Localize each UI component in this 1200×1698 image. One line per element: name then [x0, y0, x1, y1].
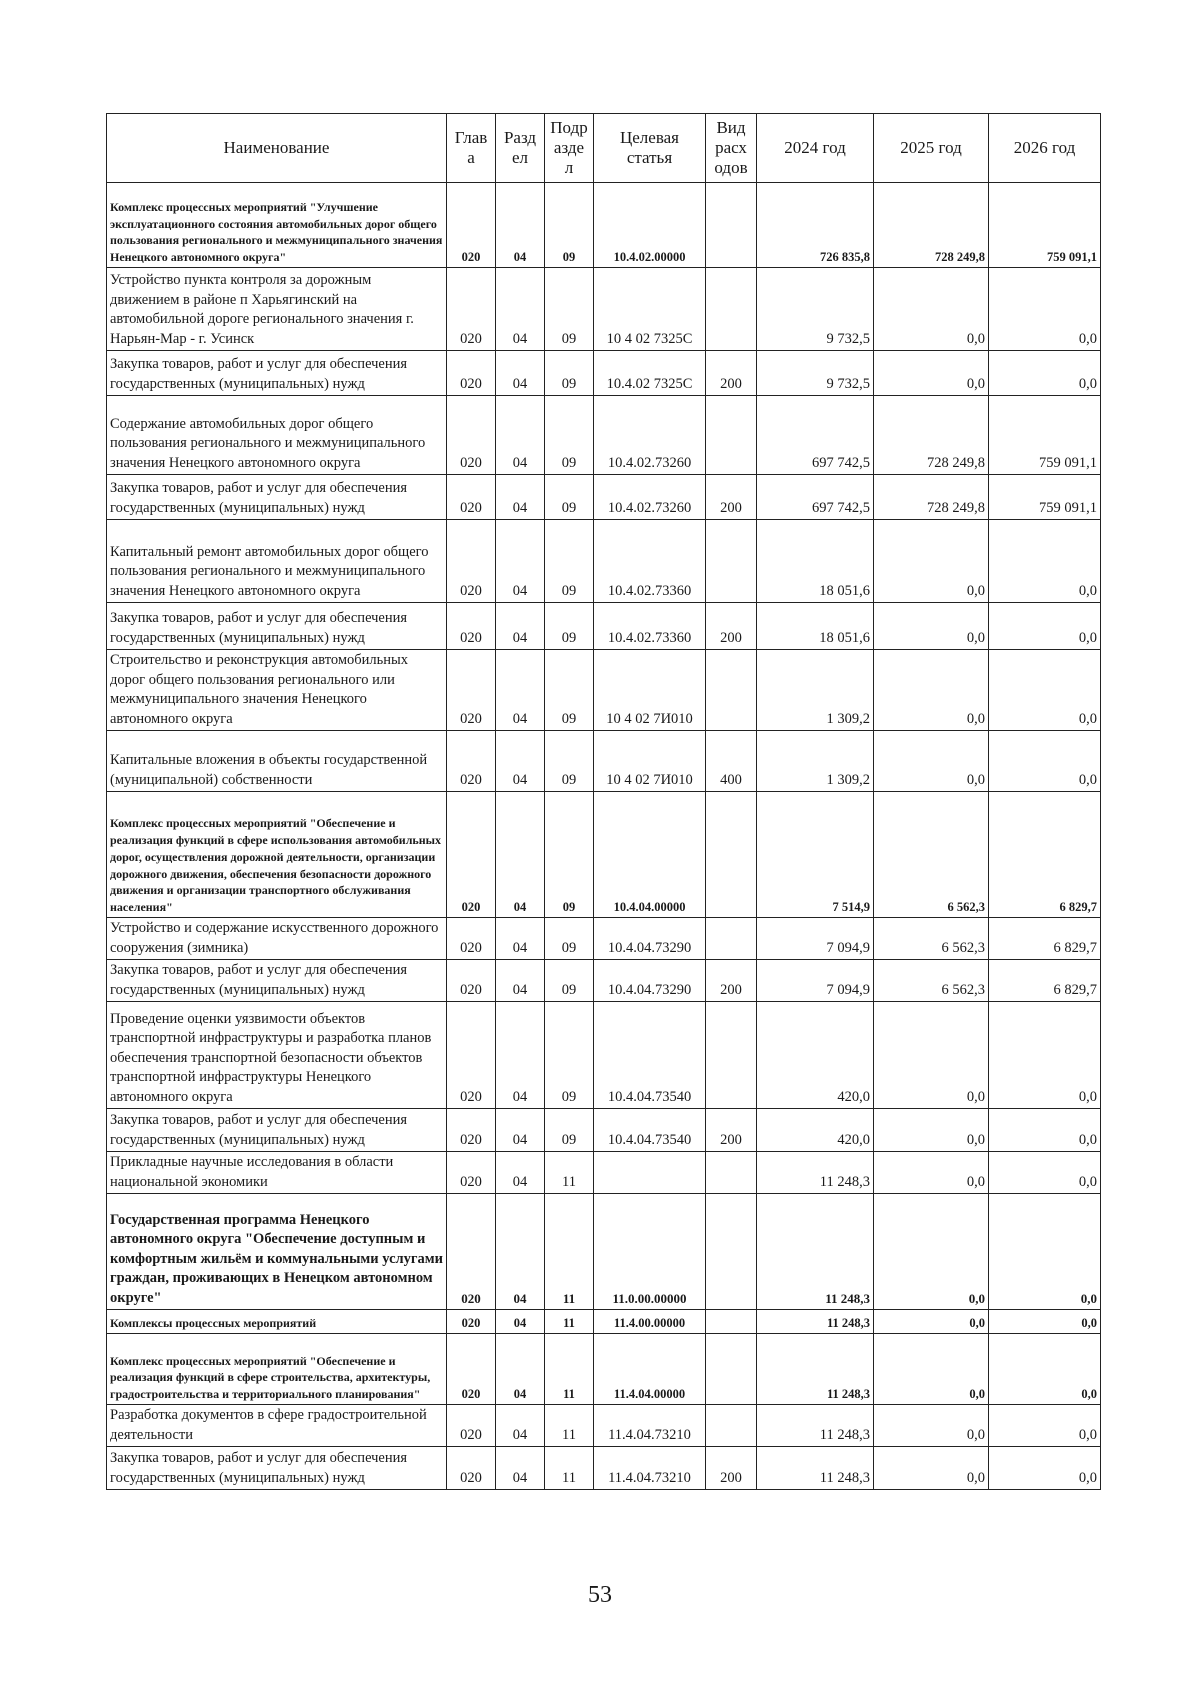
row-section: 04 — [496, 268, 545, 351]
header-row — [107, 114, 1101, 183]
row-amount-2024: 7 094,9 — [757, 918, 874, 960]
row-amount-2025: 0,0 — [874, 268, 989, 351]
row-target-article: 10.4.04.00000 — [594, 792, 706, 918]
row-expense-type: 200 — [706, 475, 757, 520]
row-chapter: 020 — [447, 1310, 496, 1334]
row-amount-2026: 6 829,7 — [989, 960, 1101, 1002]
row-expense-type — [706, 1405, 757, 1447]
row-expense-type: 200 — [706, 960, 757, 1002]
row-target-article: 10.4.02.00000 — [594, 183, 706, 268]
row-amount-2026: 0,0 — [989, 650, 1101, 731]
row-target-article: 10 4 02 7И010 — [594, 650, 706, 731]
row-subsection: 09 — [545, 351, 594, 396]
row-target-article: 10.4.04.73290 — [594, 918, 706, 960]
row-amount-2025: 0,0 — [874, 1002, 989, 1109]
row-amount-2025: 0,0 — [874, 1109, 989, 1152]
table-row — [107, 603, 1101, 650]
row-target-article: 10.4.04.73540 — [594, 1109, 706, 1152]
row-section: 04 — [496, 603, 545, 650]
row-amount-2024: 11 248,3 — [757, 1447, 874, 1490]
row-expense-type: 200 — [706, 1109, 757, 1152]
row-chapter: 020 — [447, 1405, 496, 1447]
row-amount-2024: 11 248,3 — [757, 1334, 874, 1405]
row-chapter: 020 — [447, 183, 496, 268]
table-row — [107, 475, 1101, 520]
row-subsection: 11 — [545, 1405, 594, 1447]
row-amount-2025: 728 249,8 — [874, 396, 989, 475]
row-expense-type — [706, 396, 757, 475]
table-row — [107, 268, 1101, 351]
row-subsection: 09 — [545, 731, 594, 792]
table-row — [107, 1002, 1101, 1109]
row-name: Государственная программа Ненецкого автономного округа "Обеспечение доступным и комфортным жильём и коммунальными услугами граждан, проживающих в Ненецком автономном округе" — [107, 1194, 447, 1310]
row-amount-2025: 0,0 — [874, 1310, 989, 1334]
row-section: 04 — [496, 792, 545, 918]
page-number: 53 — [588, 1582, 612, 1608]
row-target-article: 11.4.04.00000 — [594, 1334, 706, 1405]
header-expense-type: Вид расх одов — [706, 114, 757, 183]
row-name: Содержание автомобильных дорог общего пользования регионального и межмуниципального значения Ненецкого автономного округа — [107, 396, 447, 475]
row-expense-type: 200 — [706, 603, 757, 650]
row-chapter: 020 — [447, 1447, 496, 1490]
row-amount-2025: 0,0 — [874, 351, 989, 396]
row-amount-2024: 11 248,3 — [757, 1152, 874, 1194]
row-subsection: 09 — [545, 650, 594, 731]
row-amount-2024: 697 742,5 — [757, 396, 874, 475]
table-row — [107, 650, 1101, 731]
header-year-2025: 2025 год — [874, 114, 989, 183]
row-chapter: 020 — [447, 792, 496, 918]
row-name: Закупка товаров, работ и услуг для обеспечения государственных (муниципальных) нужд — [107, 603, 447, 650]
row-subsection: 09 — [545, 475, 594, 520]
table-row — [107, 1405, 1101, 1447]
row-name: Комплексы процессных мероприятий — [107, 1310, 447, 1334]
row-chapter: 020 — [447, 1002, 496, 1109]
row-subsection: 11 — [545, 1447, 594, 1490]
row-name: Комплекс процессных мероприятий "Обеспечение и реализация функций в сфере строительства, архитектуры, градостроительства и территориального планирования" — [107, 1334, 447, 1405]
row-subsection: 11 — [545, 1334, 594, 1405]
row-amount-2026: 759 091,1 — [989, 396, 1101, 475]
budget-table — [106, 113, 1101, 1490]
row-chapter: 020 — [447, 268, 496, 351]
row-amount-2024: 420,0 — [757, 1109, 874, 1152]
row-amount-2025: 728 249,8 — [874, 475, 989, 520]
row-section: 04 — [496, 960, 545, 1002]
row-amount-2025: 0,0 — [874, 603, 989, 650]
row-expense-type — [706, 1152, 757, 1194]
row-section: 04 — [496, 396, 545, 475]
row-amount-2026: 6 829,7 — [989, 918, 1101, 960]
row-expense-type — [706, 918, 757, 960]
row-name: Устройство и содержание искусственного дорожного сооружения (зимника) — [107, 918, 447, 960]
row-section: 04 — [496, 1152, 545, 1194]
table-row — [107, 351, 1101, 396]
row-subsection: 09 — [545, 960, 594, 1002]
row-name: Закупка товаров, работ и услуг для обеспечения государственных (муниципальных) нужд — [107, 1447, 447, 1490]
row-target-article — [594, 1152, 706, 1194]
row-amount-2024: 11 248,3 — [757, 1405, 874, 1447]
row-subsection: 09 — [545, 1002, 594, 1109]
table-row — [107, 1194, 1101, 1310]
table-row — [107, 792, 1101, 918]
row-amount-2025: 0,0 — [874, 731, 989, 792]
header-name: Наименование — [107, 114, 447, 183]
row-target-article: 11.0.00.00000 — [594, 1194, 706, 1310]
row-amount-2026: 0,0 — [989, 520, 1101, 603]
row-section: 04 — [496, 351, 545, 396]
row-target-article: 10 4 02 7325С — [594, 268, 706, 351]
row-section: 04 — [496, 183, 545, 268]
row-amount-2025: 0,0 — [874, 1405, 989, 1447]
row-chapter: 020 — [447, 520, 496, 603]
row-target-article: 11.4.04.73210 — [594, 1447, 706, 1490]
table-row — [107, 1109, 1101, 1152]
row-amount-2026: 0,0 — [989, 268, 1101, 351]
row-chapter: 020 — [447, 650, 496, 731]
row-amount-2026: 6 829,7 — [989, 792, 1101, 918]
row-amount-2026: 0,0 — [989, 1194, 1101, 1310]
row-target-article: 10.4.02.73360 — [594, 603, 706, 650]
row-amount-2025: 6 562,3 — [874, 918, 989, 960]
row-amount-2025: 0,0 — [874, 520, 989, 603]
row-name: Капитальный ремонт автомобильных дорог общего пользования регионального и межмуниципального значения Ненецкого автономного округа — [107, 520, 447, 603]
row-subsection: 09 — [545, 520, 594, 603]
row-target-article: 11.4.00.00000 — [594, 1310, 706, 1334]
row-amount-2024: 726 835,8 — [757, 183, 874, 268]
row-amount-2024: 18 051,6 — [757, 520, 874, 603]
row-amount-2025: 0,0 — [874, 1194, 989, 1310]
row-subsection: 09 — [545, 918, 594, 960]
row-amount-2024: 7 514,9 — [757, 792, 874, 918]
table-row — [107, 183, 1101, 268]
row-target-article: 10.4.04.73290 — [594, 960, 706, 1002]
table-row — [107, 918, 1101, 960]
table-row — [107, 1152, 1101, 1194]
row-chapter: 020 — [447, 603, 496, 650]
row-target-article: 10.4.02.73260 — [594, 475, 706, 520]
row-subsection: 11 — [545, 1310, 594, 1334]
row-amount-2026: 0,0 — [989, 351, 1101, 396]
row-amount-2025: 0,0 — [874, 650, 989, 731]
table-row — [107, 520, 1101, 603]
row-target-article: 10.4.02.73360 — [594, 520, 706, 603]
row-name: Закупка товаров, работ и услуг для обеспечения государственных (муниципальных) нужд — [107, 960, 447, 1002]
row-subsection: 09 — [545, 183, 594, 268]
row-amount-2024: 11 248,3 — [757, 1194, 874, 1310]
row-section: 04 — [496, 1002, 545, 1109]
row-expense-type — [706, 650, 757, 731]
row-amount-2024: 9 732,5 — [757, 351, 874, 396]
row-chapter: 020 — [447, 475, 496, 520]
row-chapter: 020 — [447, 918, 496, 960]
row-name: Комплекс процессных мероприятий "Обеспечение и реализация функций в сфере использования автомобильных дорог, осуществления дорожной деятельности, организации дорожного движения, обеспечения безопасности дорожного движения и организации транспортного обслуживания населения" — [107, 792, 447, 918]
row-subsection: 09 — [545, 792, 594, 918]
row-name: Капитальные вложения в объекты государственной (муниципальной) собственности — [107, 731, 447, 792]
row-amount-2024: 18 051,6 — [757, 603, 874, 650]
row-name: Закупка товаров, работ и услуг для обеспечения государственных (муниципальных) нужд — [107, 1109, 447, 1152]
row-amount-2025: 728 249,8 — [874, 183, 989, 268]
header-subsection: Подр азде л — [545, 114, 594, 183]
header-chapter: Глав а — [447, 114, 496, 183]
row-amount-2025: 6 562,3 — [874, 960, 989, 1002]
row-amount-2026: 759 091,1 — [989, 475, 1101, 520]
row-name: Строительство и реконструкция автомобильных дорог общего пользования регионального или межмуниципального значения Ненецкого автономного округа — [107, 650, 447, 731]
row-target-article: 10.4.02.73260 — [594, 396, 706, 475]
row-section: 04 — [496, 475, 545, 520]
row-section: 04 — [496, 650, 545, 731]
row-target-article: 10.4.04.73540 — [594, 1002, 706, 1109]
row-chapter: 020 — [447, 1152, 496, 1194]
row-amount-2026: 0,0 — [989, 731, 1101, 792]
table-row — [107, 1447, 1101, 1490]
header-year-2024: 2024 год — [757, 114, 874, 183]
row-amount-2026: 0,0 — [989, 1334, 1101, 1405]
row-name: Проведение оценки уязвимости объектов транспортной инфраструктуры и разработка планов обеспечения транспортной безопасности объектов транспортной инфраструктуры Ненецкого автономного округа — [107, 1002, 447, 1109]
row-amount-2024: 697 742,5 — [757, 475, 874, 520]
row-chapter: 020 — [447, 1109, 496, 1152]
table-body — [107, 183, 1101, 1490]
row-section: 04 — [496, 1447, 545, 1490]
row-chapter: 020 — [447, 960, 496, 1002]
row-amount-2026: 0,0 — [989, 603, 1101, 650]
row-section: 04 — [496, 520, 545, 603]
row-expense-type: 200 — [706, 1447, 757, 1490]
row-target-article: 11.4.04.73210 — [594, 1405, 706, 1447]
row-subsection: 11 — [545, 1152, 594, 1194]
row-section: 04 — [496, 1310, 545, 1334]
row-name: Устройство пункта контроля за дорожным движением в районе п Харьягинский на автомобильной дороге регионального значения г. Нарьян-Мар - г. Усинск — [107, 268, 447, 351]
row-subsection: 09 — [545, 603, 594, 650]
row-expense-type — [706, 792, 757, 918]
row-section: 04 — [496, 731, 545, 792]
row-name: Прикладные научные исследования в области национальной экономики — [107, 1152, 447, 1194]
header-section: Разд ел — [496, 114, 545, 183]
header-target-article: Целевая статья — [594, 114, 706, 183]
row-amount-2025: 6 562,3 — [874, 792, 989, 918]
row-amount-2025: 0,0 — [874, 1334, 989, 1405]
row-amount-2024: 7 094,9 — [757, 960, 874, 1002]
row-name: Закупка товаров, работ и услуг для обеспечения государственных (муниципальных) нужд — [107, 475, 447, 520]
row-amount-2025: 0,0 — [874, 1152, 989, 1194]
table-header — [107, 114, 1101, 183]
row-expense-type — [706, 1194, 757, 1310]
row-amount-2026: 0,0 — [989, 1002, 1101, 1109]
row-target-article: 10.4.02 7325С — [594, 351, 706, 396]
row-chapter: 020 — [447, 1194, 496, 1310]
row-amount-2026: 0,0 — [989, 1152, 1101, 1194]
row-expense-type — [706, 268, 757, 351]
row-section: 04 — [496, 1194, 545, 1310]
row-amount-2024: 420,0 — [757, 1002, 874, 1109]
row-amount-2026: 0,0 — [989, 1405, 1101, 1447]
row-expense-type — [706, 1310, 757, 1334]
row-amount-2026: 0,0 — [989, 1310, 1101, 1334]
row-expense-type — [706, 520, 757, 603]
row-section: 04 — [496, 1405, 545, 1447]
row-amount-2024: 1 309,2 — [757, 731, 874, 792]
row-subsection: 11 — [545, 1194, 594, 1310]
row-amount-2024: 9 732,5 — [757, 268, 874, 351]
row-section: 04 — [496, 1109, 545, 1152]
row-subsection: 09 — [545, 396, 594, 475]
row-subsection: 09 — [545, 268, 594, 351]
row-chapter: 020 — [447, 351, 496, 396]
row-amount-2024: 1 309,2 — [757, 650, 874, 731]
row-chapter: 020 — [447, 396, 496, 475]
row-amount-2024: 11 248,3 — [757, 1310, 874, 1334]
row-section: 04 — [496, 918, 545, 960]
table-row — [107, 960, 1101, 1002]
row-chapter: 020 — [447, 731, 496, 792]
row-subsection: 09 — [545, 1109, 594, 1152]
row-amount-2026: 759 091,1 — [989, 183, 1101, 268]
row-section: 04 — [496, 1334, 545, 1405]
row-expense-type: 400 — [706, 731, 757, 792]
table-row — [107, 1334, 1101, 1405]
table-row — [107, 1310, 1101, 1334]
row-target-article: 10 4 02 7И010 — [594, 731, 706, 792]
row-expense-type — [706, 1334, 757, 1405]
row-name: Закупка товаров, работ и услуг для обеспечения государственных (муниципальных) нужд — [107, 351, 447, 396]
header-year-2026: 2026 год — [989, 114, 1101, 183]
row-name: Разработка документов в сфере градостроительной деятельности — [107, 1405, 447, 1447]
row-chapter: 020 — [447, 1334, 496, 1405]
table-row — [107, 731, 1101, 792]
row-expense-type: 200 — [706, 351, 757, 396]
row-expense-type — [706, 183, 757, 268]
row-amount-2026: 0,0 — [989, 1447, 1101, 1490]
row-amount-2026: 0,0 — [989, 1109, 1101, 1152]
table-row — [107, 396, 1101, 475]
row-name: Комплекс процессных мероприятий "Улучшение эксплуатационного состояния автомобильных дорог общего пользования регионального и межмуниципального значения Ненецкого автономного округа" — [107, 183, 447, 268]
row-amount-2025: 0,0 — [874, 1447, 989, 1490]
row-expense-type — [706, 1002, 757, 1109]
